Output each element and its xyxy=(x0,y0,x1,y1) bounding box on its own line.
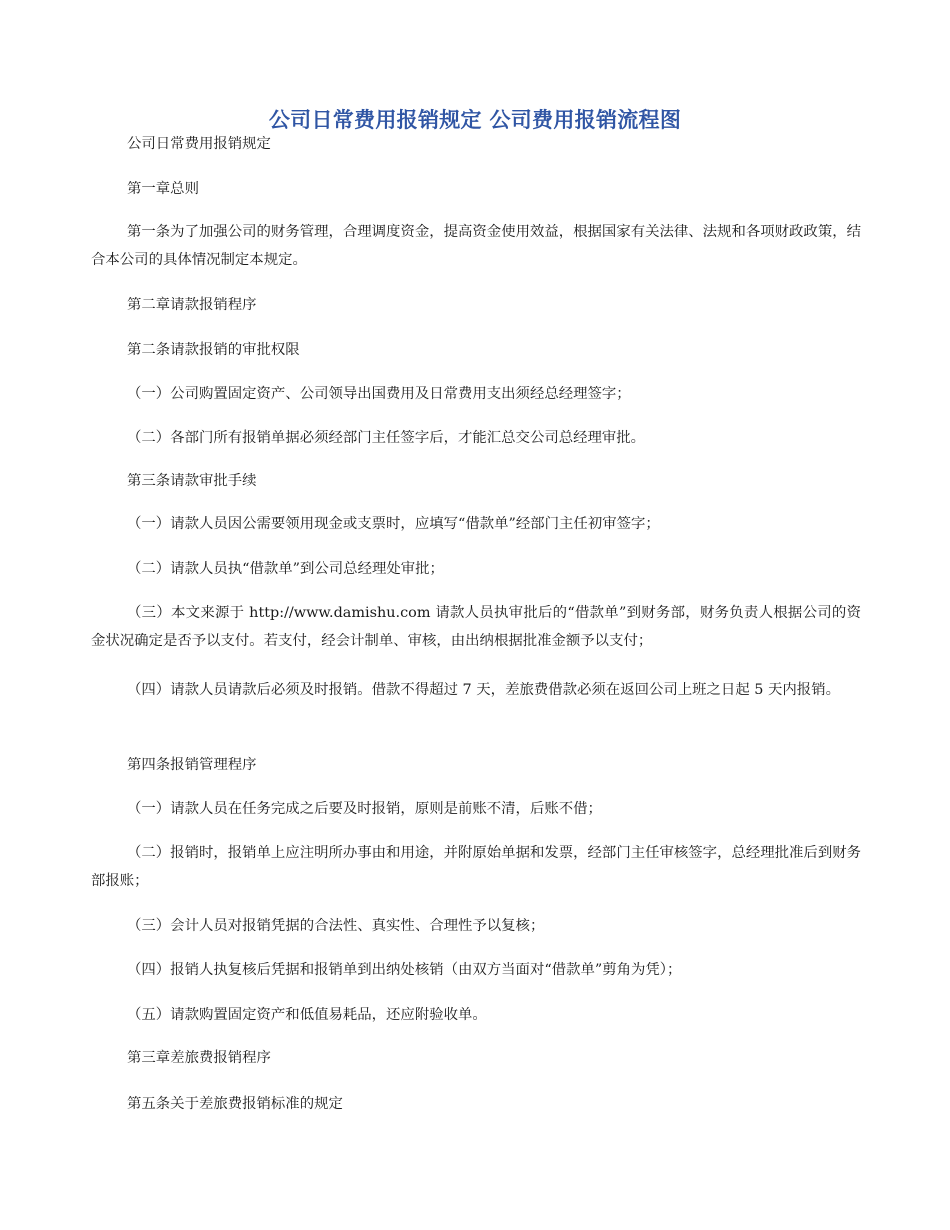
list-item: （一）请款人员因公需要领用现金或支票时，应填写“借款单”经部门主任初审签字； xyxy=(127,516,660,532)
list-item: （二）各部门所有报销单据必须经部门主任签字后，才能汇总交公司总经理审批。 xyxy=(127,430,646,446)
article-heading: 第二条请款报销的审批权限 xyxy=(127,342,300,358)
article-paragraph: 第一条为了加强公司的财务管理，合理调度资金，提高资金使用效益，根据国家有关法律、法规和各项财政政策，结合本公司的具体情况制定本规定。 xyxy=(91,224,861,268)
list-item: （三）本文来源于 http://www.damishu.com 请款人员执审批后的“借款单”到财务部，财务负责人根据公司的资金状况确定是否予以支付。若支付，经会计制单、审核，由出纳根据批准金额予以支付； xyxy=(91,605,861,649)
list-item: （一）公司购置固定资产、公司领导出国费用及日常费用支出须经总经理签字； xyxy=(127,386,631,402)
list-item: （四）报销人执复核后凭据和报销单到出纳处核销（由双方当面对“借款单”剪角为凭）； xyxy=(127,962,682,978)
chapter-heading: 第三章差旅费报销程序 xyxy=(127,1050,271,1066)
article-heading: 第四条报销管理程序 xyxy=(127,757,257,773)
article-heading: 第三条请款审批手续 xyxy=(127,473,257,489)
list-item: （二）请款人员执“借款单”到公司总经理处审批； xyxy=(127,561,444,577)
list-item: （五）请款购置固定资产和低值易耗品，还应附验收单。 xyxy=(127,1007,487,1023)
chapter-heading: 第二章请款报销程序 xyxy=(127,297,257,313)
document-title: 公司日常费用报销规定 公司费用报销流程图 xyxy=(268,108,682,132)
list-item: （一）请款人员在任务完成之后要及时报销，原则是前账不清，后账不借； xyxy=(127,801,602,817)
article-heading: 第五条关于差旅费报销标准的规定 xyxy=(127,1096,343,1112)
list-item: （四）请款人员请款后必须及时报销。借款不得超过 7 天，差旅费借款必须在返回公司上班之日起 5 天内报销。 xyxy=(127,682,840,698)
list-item: （三）会计人员对报销凭据的合法性、真实性、合理性予以复核； xyxy=(127,918,545,934)
paragraph: 公司日常费用报销规定 xyxy=(127,136,271,152)
chapter-heading: 第一章总则 xyxy=(127,181,199,197)
list-item: （二）报销时，报销单上应注明所办事由和用途，并附原始单据和发票，经部门主任审核签字，总经理批准后到财务部报账； xyxy=(91,845,861,889)
